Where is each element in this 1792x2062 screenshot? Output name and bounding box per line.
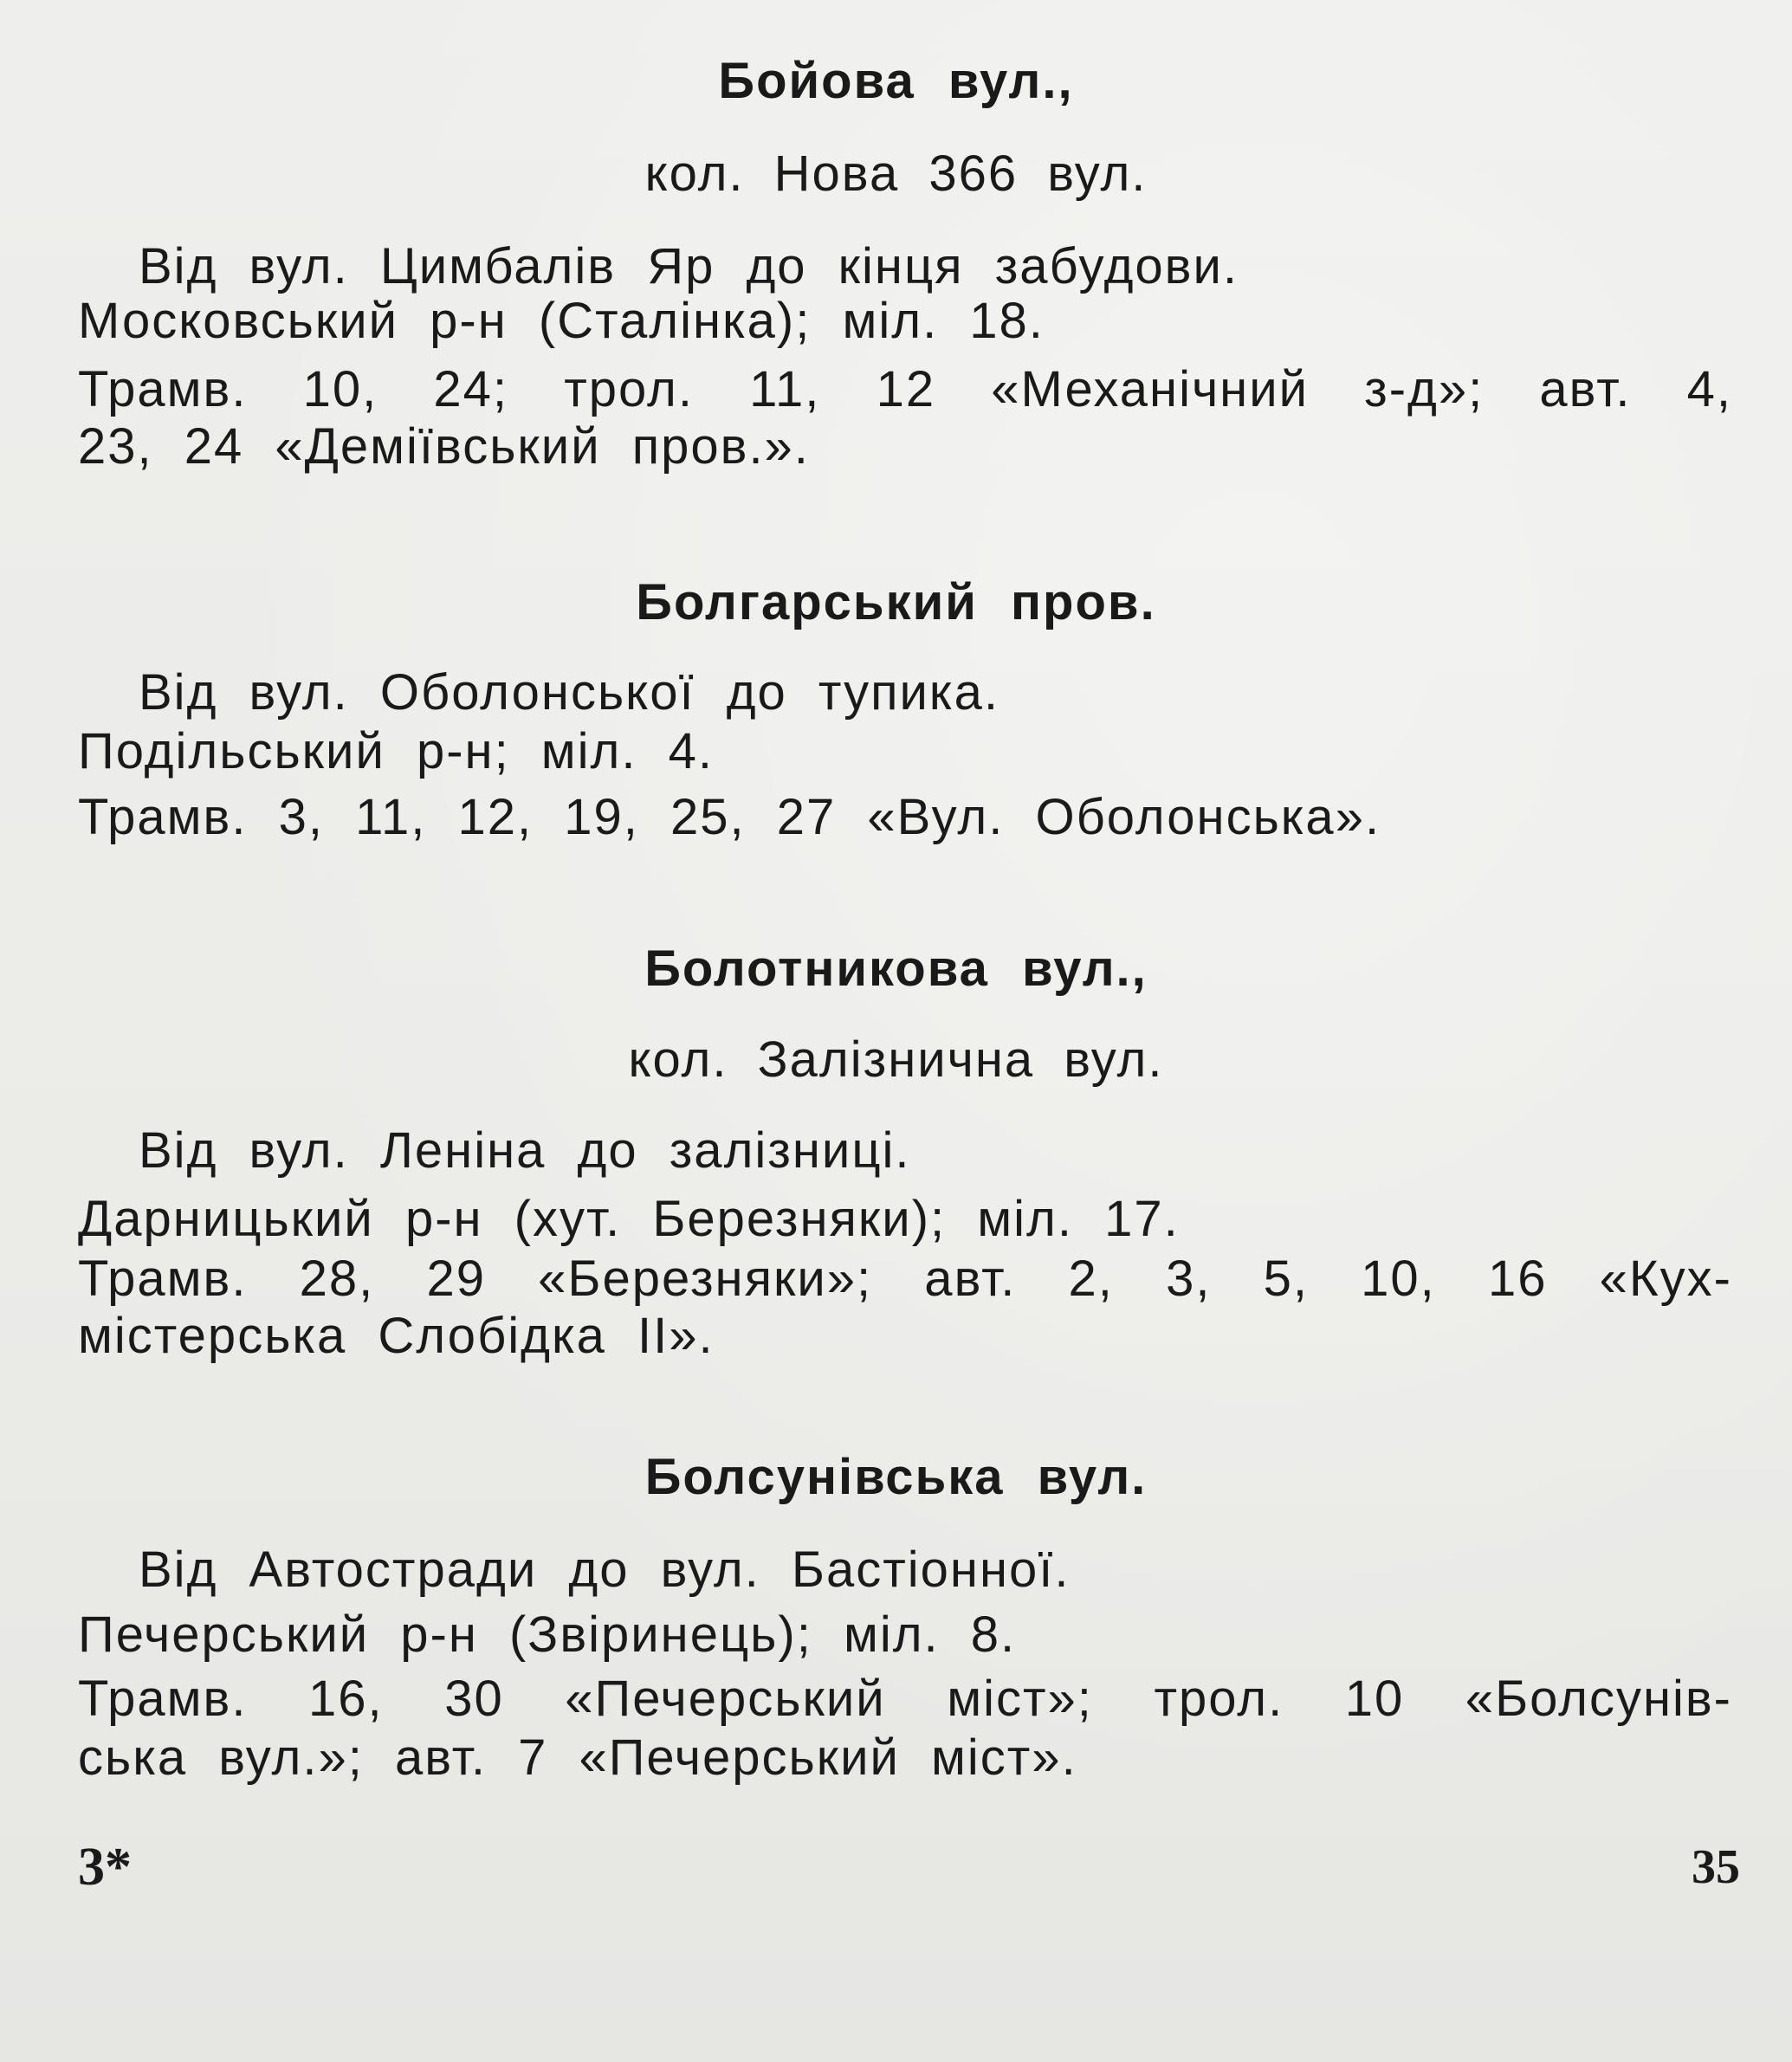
page-number: 35 (1692, 1840, 1740, 1894)
entry-line: Трамв. 10, 24; трол. 11, 12 «Механічний з-д»; авт. 4, (78, 361, 1732, 417)
entry-former-name: кол. Залізнична вул. (628, 1031, 1164, 1088)
entry-former-name: кол. Нова 366 вул. (644, 145, 1148, 202)
entry-line: Московський р-н (Сталінка); міл. 18. (78, 293, 1045, 349)
entry-line: містерська Слобідка II». (78, 1308, 715, 1364)
entry-line: Від Автостради до вул. Бастіонної. (139, 1542, 1071, 1598)
entry-line: Печерський р-н (Звіринець); міл. 8. (78, 1606, 1017, 1663)
entry-line: 23, 24 «Деміївський пров.». (78, 418, 810, 475)
entry-line: Від вул. Леніна до залізниці. (139, 1122, 911, 1179)
entry-line: Трамв. 3, 11, 12, 19, 25, 27 «Вул. Оболонська». (78, 789, 1381, 845)
entry-line: ська вул.»; авт. 7 «Печерський міст». (78, 1729, 1077, 1786)
entry-heading: Болсунівська вул. (644, 1449, 1148, 1505)
entry-heading: Болотникова вул., (644, 941, 1148, 997)
entry-heading: Болгарський пров. (636, 574, 1156, 630)
entry-line: Дарницький р-н (хут. Березняки); міл. 17. (78, 1191, 1180, 1247)
entry-line: Подільський р-н; міл. 4. (78, 723, 714, 779)
entry-line: Від вул. Цимбалів Яр до кінця забудови. (139, 238, 1239, 294)
entry-line: Від вул. Оболонської до тупика. (139, 664, 1000, 721)
entry-heading: Бойова вул., (718, 53, 1074, 109)
entry-line: Трамв. 28, 29 «Березняки»; авт. 2, 3, 5, 10, 16 «Кух- (78, 1251, 1732, 1307)
signature-mark: 3* (78, 1838, 132, 1897)
entry-line: Трамв. 16, 30 «Печерський міст»; трол. 10 «Болсунів- (78, 1671, 1732, 1727)
